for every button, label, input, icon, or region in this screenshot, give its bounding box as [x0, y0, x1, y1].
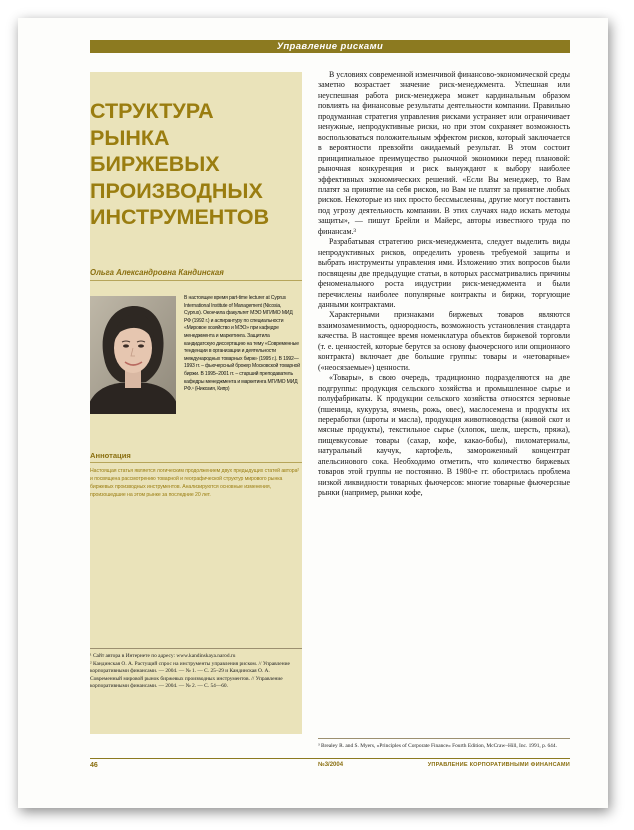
annotation-text: Настоящая статья является логическим продолжением двух предыдущих статей автора² и посвящена рассмотрению товарной и географической структур мирового рынка биржевых производных инструментов. Анализируются основные изменения, произошедшие на этом рынке за последние 20 лет. — [90, 468, 300, 498]
footer-divider — [90, 758, 570, 759]
body-paragraph: Разрабатывая стратегию риск-менеджмента, следует выделить виды непродуктивных рисков, определить уровень требуемой защиты и выбрать инструменты управления ими. Изложению этих вопросов были посвящены две предыдущие статьи, в которых рассматривались причины феноменального роста индустрии риск-менеджмента и были перечислены наиболее популярные контракты и биржи, торгующие данными контрактами. — [318, 237, 570, 309]
section-header: Управление рисками — [90, 40, 570, 53]
footnote-2: ² Кандинская О. А. Растущий спрос на инструменты управления риском. // Управление корпоративными финансами. — 2004. — № 1. — С. 25–29 и Кандинская О. А. Современный мировой рынок биржевых производных инструментов. // Управление корпоративными финансами. — 2004. — № 2. — С. 54—60. — [90, 660, 290, 690]
author-photo — [90, 296, 176, 414]
author-bio: В настоящее время part-time lecturer at Cyprus International Institute of Management (Nicosia, Cyprus). Окончила факультет МЭО МГИМО МИД РФ (1992 г.) и аспирантуру по специальности «Мировое хозяйство и МЭО» при кафедре менеджмента и маркетинга. Защитила кандидатскую диссертацию на тему «Современные тенденции в организации и деятельности международных товарных бирж» (1995 г.). В 1992—1993 гг. – фьючерсный брокер Московской товарной биржи. В 1995–2001 гг. – старший преподаватель кафедры менеджмента и маркетинга МГИМО МИД РФ.¹ (Никозия, Кипр) — [184, 295, 300, 393]
annotation-heading: Аннотация — [90, 451, 302, 463]
body-paragraph: В условиях современной изменчивой финансово-экономической среды заметно возрастает значение риск-менеджмента. Успешная или неуспешная работа риск-менеджера может кардинальным образом повлиять на финансовые результаты деятельности компании. Правильно продуманная стратегия управления рисками устраняет или ограничивает ненужные, непродуктивные риски, но при этом сохраняет возможность воспользоваться положительным эффектом рисков, который заключается в вероятности превзойти ожидаемый результат. В этом состоит принципиальное преимущество рыночной экономики перед плановой: рыночная конкуренция и риск вынуждают к выбору наиболее эффективных экономических решений. «Если Вы менеджер, то Вам платят за принятие на себя рисков, но Вам не платят за принятие любых рисков. Некоторые из них просто бессмысленны, другие могут поставить под угрозу деятельность компании. В этих случаях надо искать методы защиты», — пишут Брейли и Майерс, авторы известного труда по финансам.³ — [318, 70, 571, 236]
author-portrait-icon — [90, 296, 176, 414]
author-name: Ольга Александровна Кандинская — [90, 268, 302, 281]
issue-number: №3/2004 — [318, 762, 344, 768]
journal-name: УПРАВЛЕНИЕ КОРПОРАТИВНЫМИ ФИНАНСАМИ — [427, 762, 570, 768]
magazine-page — [18, 18, 608, 808]
page-number: 46 — [90, 762, 98, 769]
left-column-panel — [90, 72, 302, 734]
body-paragraph: «Товары», в свою очередь, традиционно подразделяются на две подгруппы: продукция сельского хозяйства и промышленное сырье и полуфабрикаты. К продукции сельского хозяйства относятся зерновые (пшеница, кукуруза, ячмень, рожь, овес), маслосемена и продукты их переработки (шроты и масла), продукция животноводства (живой скот и мясные продукты), текстильное сырье (хлопок, шелк, шерсть, пряжа), пищевкусовые товары (сахар, кофе, какао-бобы), пиломатериалы, натуральный каучук, картофель, замороженный концентрат апельсинового сока. Необходимо отметить, что количество биржевых товаров этой группы не постоянно. В 1980-е гг. обострилась проблема низкой ликвидности товарных фьючерсов: многие товарные фьючерсные рынки (например, рынки кофе, — [318, 373, 570, 498]
footnote-1: ¹ Сайт автора в Интернете по адресу: www.kandinskaya.narod.ru — [90, 653, 236, 659]
footnote-3: ³ Brealey R. and S. Myers, «Principles of Corporate Finance» Fourth Edition, McCraw–Hill, Inc. 1991, p. 644. — [318, 738, 570, 751]
body-text-column — [318, 70, 570, 499]
body-paragraph: Характерными признаками биржевых товаров являются взаимозаменимость, однородность, возможность установления стандарта качества. В настоящее время номенклатура объектов биржевой торговли (т. е. ценностей, которые берутся за основу фьючерсного или опционного контракта) включает две большие группы: товары и «нетоварные» («неосязаемые») ценности. — [318, 310, 570, 372]
footnotes-left — [90, 648, 302, 691]
article-title: СТРУКТУРА РЫНКА БИРЖЕВЫХ ПРОИЗВОДНЫХ ИНСТРУМЕНТОВ — [90, 99, 270, 229]
